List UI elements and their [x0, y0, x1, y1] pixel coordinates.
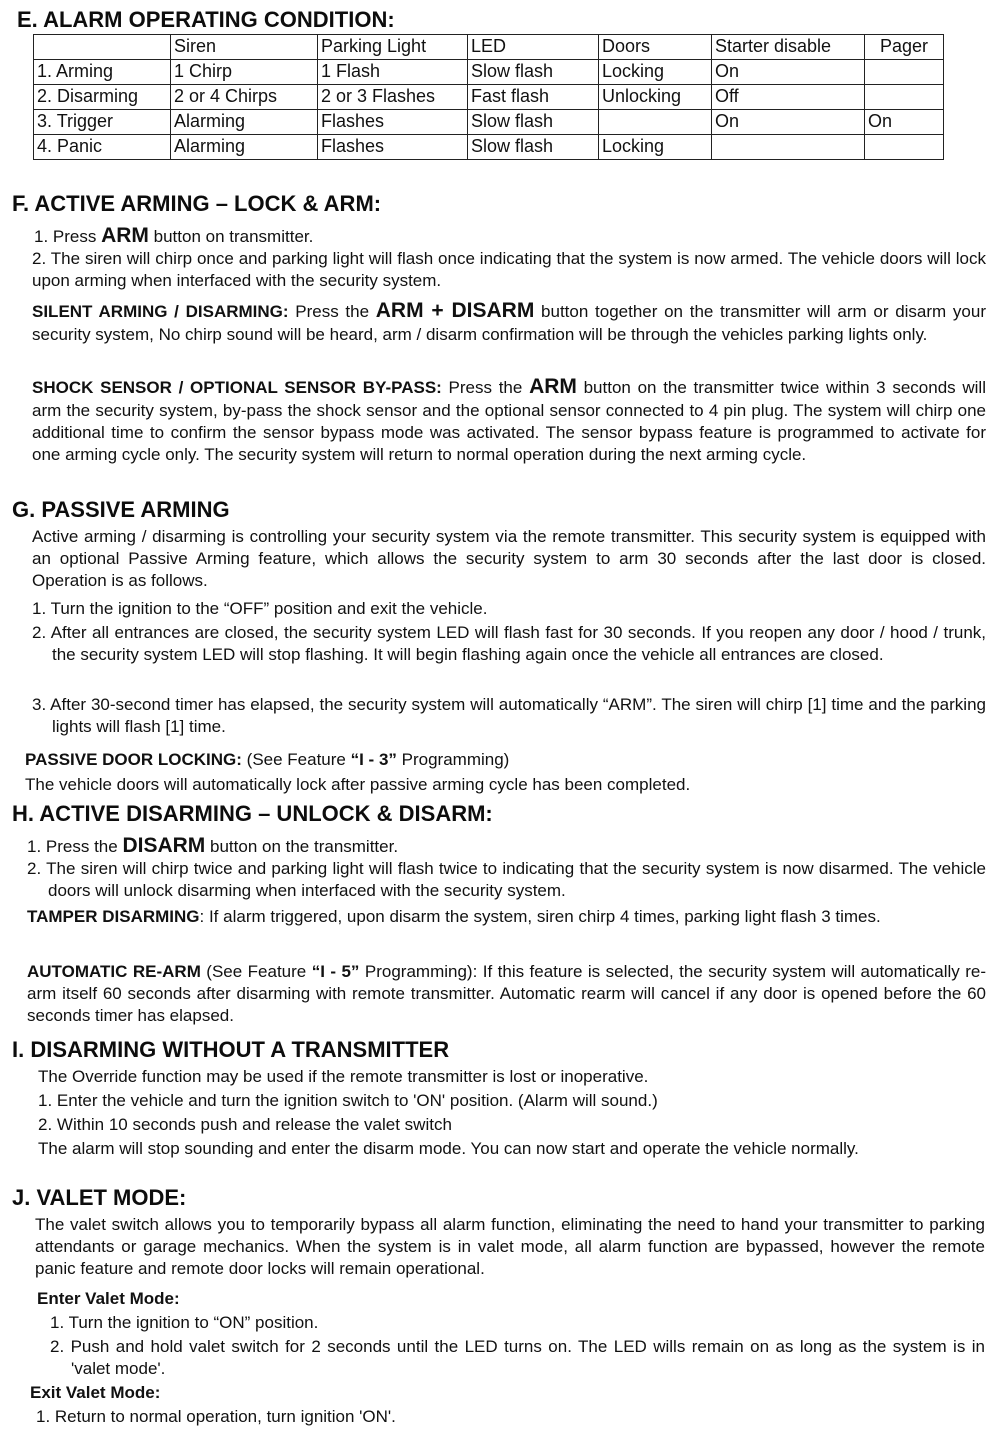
- section-e-heading: E. ALARM OPERATING CONDITION:: [17, 7, 395, 32]
- table-cell: [712, 135, 865, 160]
- exit-valet-step-1: 1. Return to normal operation, turn ignition 'ON'.: [36, 1407, 396, 1426]
- automatic-rearm-label: AUTOMATIC RE-ARM: [27, 962, 201, 981]
- table-cell: 1 Chirp: [171, 60, 318, 85]
- h-step-1: [27, 832, 981, 859]
- section-f-heading: F. ACTIVE ARMING – LOCK & ARM:: [12, 191, 382, 216]
- text: Press the: [441, 378, 530, 397]
- g-step-2: 2. After all entrances are closed, the security system LED will flash fast for 30 seconds. If you reopen any door / hood / trunk, the security system LED will stop flashing. It will begin flashing again once the vehicle all entrances are closed.: [32, 623, 986, 665]
- table-cell: Off: [712, 85, 865, 110]
- table-cell: Slow flash: [468, 60, 599, 85]
- table-cell: [865, 85, 944, 110]
- table-cell: On: [865, 110, 944, 135]
- h-step-2: 2. The siren will chirp twice and parking light will flash twice to indicating that the security system is now disarmed. The vehicle doors will unlock disarming when interfaced with the security system.: [27, 859, 986, 901]
- passive-door-locking-label: PASSIVE DOOR LOCKING:: [25, 750, 242, 769]
- table-cell: [865, 60, 944, 85]
- shock-sensor-label: SHOCK SENSOR / OPTIONAL SENSOR BY-PASS:: [32, 378, 442, 397]
- table-cell: Flashes: [318, 135, 468, 160]
- text: 1. Press: [34, 227, 102, 246]
- table-row: [34, 85, 944, 110]
- section-i-heading: I. DISARMING WITHOUT A TRANSMITTER: [12, 1037, 450, 1062]
- section-g-heading: G. PASSIVE ARMING: [12, 497, 230, 522]
- i-step-1: 1. Enter the vehicle and turn the ignition switch to 'ON' position. (Alarm will sound.): [38, 1091, 658, 1110]
- feature-code: “I - 5”: [311, 962, 360, 981]
- table-cell: 2. Disarming: [34, 85, 171, 110]
- section-h-heading: H. ACTIVE DISARMING – UNLOCK & DISARM:: [12, 801, 493, 826]
- disarm-keyword: DISARM: [122, 834, 206, 857]
- text: button on transmitter.: [148, 227, 314, 246]
- table-cell: 2 or 4 Chirps: [171, 85, 318, 110]
- enter-valet-mode-label: Enter Valet Mode:: [37, 1289, 180, 1308]
- arm-disarm-keyword: ARM + DISARM: [375, 299, 535, 322]
- shock-sensor-paragraph: [32, 373, 986, 467]
- arm-keyword: ARM: [529, 375, 577, 398]
- text: button together on the transmitter will arm or disarm your security system, No chirp sound will be heard, arm / disarm confirmation will be through the vehicles parking lights only.: [32, 302, 986, 345]
- i-outro: The alarm will stop sounding and enter the disarm mode. You can now start and operate the vehicle normally.: [38, 1139, 859, 1158]
- table-cell: 1 Flash: [318, 60, 468, 85]
- section-j-heading: J. VALET MODE:: [12, 1185, 187, 1210]
- passive-door-locking-text: The vehicle doors will automatically lock after passive arming cycle has been completed.: [25, 775, 691, 794]
- f-step-2: 2. The siren will chirp once and parking light will flash once indicating that the system is now armed. The vehicle doors will lock upon arming when interfaced with the security system.: [32, 249, 986, 291]
- j-intro: The valet switch allows you to temporarily bypass all alarm function, eliminating the need to hand your transmitter to parking attendants or garage mechanics. When the system is in valet mode, all alarm function are bypassed, however the remote panic feature and remote door locks will remain operational.: [35, 1215, 985, 1279]
- exit-valet-mode-label: Exit Valet Mode:: [30, 1383, 161, 1402]
- silent-arming-paragraph: [32, 297, 986, 346]
- table-header-cell: [34, 35, 171, 60]
- enter-valet-step-1: 1. Turn the ignition to “ON” position.: [50, 1313, 319, 1332]
- text: : If alarm triggered, upon disarm the system, siren chirp 4 times, parking light flash 3 times.: [199, 907, 881, 926]
- table-cell: Flashes: [318, 110, 468, 135]
- enter-valet-step-2: 2. Push and hold valet switch for 2 seconds until the LED turns on. The LED wills remain on as long as the system is in 'valet mode'.: [50, 1337, 985, 1379]
- table-cell: 1. Arming: [34, 60, 171, 85]
- table-cell: Unlocking: [599, 85, 712, 110]
- tamper-disarming-label: TAMPER DISARMING: [27, 907, 200, 926]
- g-intro: Active arming / disarming is controlling your security system via the remote transmitter. This security system is equipped with an optional Passive Arming feature, which allows the security system to arm 30 seconds after the last door is closed. Operation is as follows.: [32, 527, 986, 591]
- table-cell: [865, 135, 944, 160]
- table-cell: On: [712, 60, 865, 85]
- text: (See Feature: [241, 750, 351, 769]
- text: 1. Press the: [27, 837, 123, 856]
- passive-door-locking-paragraph: [25, 749, 985, 771]
- table-cell: Slow flash: [468, 110, 599, 135]
- table-cell: 4. Panic: [34, 135, 171, 160]
- table-row: [34, 110, 944, 135]
- table-header-row: [34, 35, 944, 60]
- text: button on the transmitter.: [205, 837, 399, 856]
- table-cell: Alarming: [171, 135, 318, 160]
- text: Programming): [396, 750, 510, 769]
- f-step-1: [34, 222, 974, 249]
- table-header-cell: Starter disable: [712, 35, 865, 60]
- table-row: [34, 135, 944, 160]
- table-cell: Locking: [599, 135, 712, 160]
- text: button on the transmitter twice within 3 seconds will arm the security system, by-pass the shock sensor and the optional sensor connected to 4 pin plug. The system will chirp one additional time to confirm the sensor bypass mode was activated. The sensor bypass feature is programmed to activate for one arming cycle only. The security system will return to normal operation during the next arming cycle.: [32, 378, 986, 465]
- automatic-rearm-paragraph: [27, 961, 986, 1027]
- table-cell: [599, 110, 712, 135]
- i-intro: The Override function may be used if the remote transmitter is lost or inoperative.: [38, 1067, 649, 1086]
- table-row: [34, 60, 944, 85]
- table-header-cell: Doors: [599, 35, 712, 60]
- arm-keyword: ARM: [101, 224, 149, 247]
- table-cell: On: [712, 110, 865, 135]
- table-header-cell: Pager: [865, 35, 944, 60]
- text: Programming): If this feature is selected, the security system will automatically re-arm itself 60 seconds after disarming with remote transmitter. Automatic rearm will cancel if any door is opened before the 60 seconds timer has elapsed.: [27, 962, 986, 1026]
- table-cell: 2 or 3 Flashes: [318, 85, 468, 110]
- table-cell: 3. Trigger: [34, 110, 171, 135]
- table-cell: Slow flash: [468, 135, 599, 160]
- table-cell: Locking: [599, 60, 712, 85]
- table-header-cell: Parking Light: [318, 35, 468, 60]
- g-step-3: 3. After 30-second timer has elapsed, the security system will automatically “ARM”. The siren will chirp [1] time and the parking lights will flash [1] time.: [32, 695, 986, 737]
- silent-arming-label: SILENT ARMING / DISARMING:: [32, 302, 289, 321]
- table-header-cell: Siren: [171, 35, 318, 60]
- i-step-2: 2. Within 10 seconds push and release the valet switch: [38, 1115, 452, 1134]
- feature-code: “I - 3”: [350, 750, 397, 769]
- table-cell: Fast flash: [468, 85, 599, 110]
- text: (See Feature: [200, 962, 312, 981]
- g-step-1: 1. Turn the ignition to the “OFF” position and exit the vehicle.: [32, 599, 488, 618]
- text: Press the: [288, 302, 376, 321]
- tamper-disarming-paragraph: [27, 906, 986, 928]
- alarm-operating-table: [33, 34, 944, 160]
- table-cell: Alarming: [171, 110, 318, 135]
- table-header-cell: LED: [468, 35, 599, 60]
